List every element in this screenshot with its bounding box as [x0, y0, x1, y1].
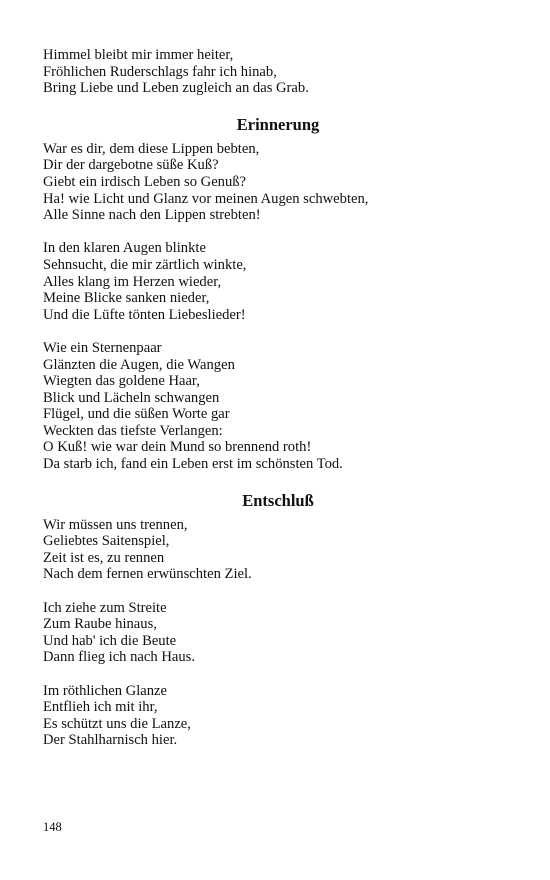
verse-line: Wiegten das goldene Haar, — [43, 373, 200, 390]
verse-line: War es dir, dem diese Lippen bebten, — [43, 140, 260, 157]
stanza — [43, 141, 513, 224]
verse-line: Ha! wie Licht und Glanz vor meinen Augen schwebten, — [43, 190, 369, 207]
verse-line: Dann flieg ich nach Haus. — [43, 649, 195, 666]
page-number: 148 — [43, 820, 62, 834]
verse-line: Weckten das tiefste Verlangen: — [43, 422, 223, 439]
verse-line: Zum Raube hinaus, — [43, 616, 157, 633]
verse-line: Es schützt uns die Lanze, — [43, 715, 191, 732]
poem-erinnerung — [43, 115, 513, 473]
book-page — [43, 47, 513, 749]
poem-title: Erinnerung — [236, 114, 320, 134]
verse-line: Wir müssen uns trennen, — [43, 516, 188, 533]
verse-line: Dir der dargebotne süße Kuß? — [43, 157, 219, 174]
verse-line: Fröhlichen Ruderschlags fahr ich hinab, — [43, 63, 277, 80]
verse-line: Der Stahlharnisch hier. — [43, 732, 178, 749]
verse-line: Im röthlichen Glanze — [43, 682, 167, 699]
verse-line: Alle Sinne nach den Lippen strebten! — [43, 207, 261, 224]
verse-line: Meine Blicke sanken nieder, — [43, 290, 210, 307]
verse-line: Alles klang im Herzen wieder, — [43, 273, 222, 290]
verse-line: Und hab' ich die Beute — [43, 632, 177, 649]
verse-line: Flügel, und die süßen Worte gar — [43, 406, 230, 423]
stanza — [43, 600, 513, 666]
verse-line: Geliebtes Saitenspiel, — [43, 533, 170, 550]
stanza — [43, 340, 513, 473]
verse-line: Sehnsucht, die mir zärtlich winkte, — [43, 256, 247, 273]
poem-title: Entschluß — [242, 490, 314, 510]
verse-line: Und die Lüfte tönten Liebeslieder! — [43, 306, 246, 323]
verse-line: Bring Liebe und Leben zugleich an das Grab. — [43, 80, 309, 97]
verse-line: Entflieh ich mit ihr, — [43, 699, 158, 716]
verse-line: Glänzten die Augen, die Wangen — [43, 356, 235, 373]
stanza — [43, 683, 513, 749]
poem-entschluss — [43, 491, 513, 749]
verse-line: Zeit ist es, zu rennen — [43, 549, 165, 566]
verse-line: Ich ziehe zum Streite — [43, 599, 167, 616]
verse-line: Giebt ein irdisch Leben so Genuß? — [43, 173, 247, 190]
verse-line: In den klaren Augen blinkte — [43, 240, 206, 257]
stanza — [43, 517, 513, 583]
stanza — [43, 47, 513, 97]
poem-fragment — [43, 47, 513, 97]
stanza — [43, 240, 513, 323]
verse-line: O Kuß! wie war dein Mund so brennend roth! — [43, 439, 312, 456]
verse-line: Nach dem fernen erwünschten Ziel. — [43, 566, 252, 583]
verse-line: Blick und Lächeln schwangen — [43, 389, 220, 406]
verse-line: Da starb ich, fand ein Leben erst im schönsten Tod. — [43, 456, 343, 473]
verse-line: Wie ein Sternenpaar — [43, 339, 162, 356]
verse-line: Himmel bleibt mir immer heiter, — [43, 47, 234, 63]
